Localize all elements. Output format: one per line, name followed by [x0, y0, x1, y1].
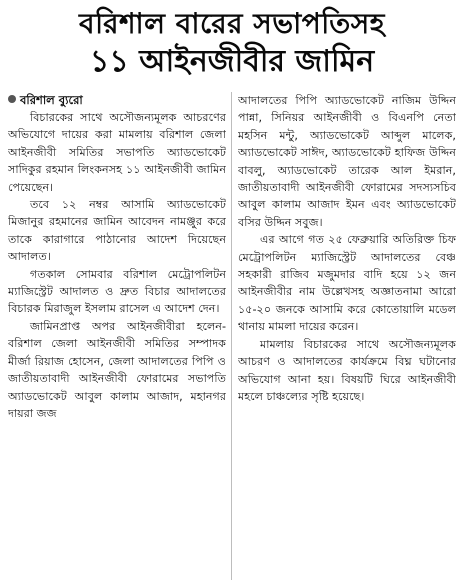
bullet-icon: [8, 95, 16, 103]
paragraph: জামিনপ্রাপ্ত অপর আইনজীবীরা হলেন- বরিশাল জেলা আইনজীবী সমিতির সম্পাদক মীর্জা রিয়াজ হোসেন, জেলা আদালতের পিপি ও জাতীয়তাবাদী আইনজীবী ফোরামের সভাপতি অ্যাডভোকেট আবুল কালাম আজাদ, মহানগর দায়রা জজ: [8, 319, 226, 420]
paragraph: তবে ১২ নম্বর আসামি অ্যাডভোকেট মিজানুর রহমানের জামিন আবেদন নামঞ্জুর করে তাকে কারাগারে পাঠানোর আদেশ দিয়েছেন আদালত।: [8, 198, 226, 264]
article-body: [8, 92, 456, 580]
paragraph: এর আগে গত ২৫ ফেব্রুয়ারি অতিরিক্ত চিফ মেট্রোপলিটন ম্যাজিস্ট্রেট আদালতের বেঞ্চ সহকারী রাজিব মজুমদার বাদি হয়ে ১২ জন আইনজীবীর নাম উল্লেখসহ অজ্ঞাতনামা আরো ১৫-২০ জনকে আসামি করে কোতোয়ালি মডেল থানায় মামলা দায়ের করেন।: [238, 233, 456, 334]
column-divider: [231, 92, 232, 580]
paragraph: আদালতের পিপি অ্যাডভোকেট নাজিম উদ্দিন পান্না, সিনিয়র আইনজীবী ও বিএনপি নেতা মহসিন মন্টু, অ্যাডভোকেট আব্দুল মালেক, অ্যাডভোকেট সাঈদ, অ্যাডভোকেট হাফিজ উদ্দিন বাবলু, অ্যাডভোকেট তারেক আল ইমরান, জাতীয়তাবাদী আইনজীবী ফোরামের সদস্যসচিব আবুল কালাম আজাদ ইমন এবং অ্যাডভোকেট বসির উদ্দিন সবুজ।: [238, 94, 456, 229]
right-column: [238, 92, 456, 580]
left-column: [8, 92, 226, 580]
headline-line-2: ১১ আইনজীবীর জামিন: [89, 44, 375, 79]
paragraph: বিচারকের সাথে অসৌজন্যমূলক আচরণের অভিযোগে দায়ের করা মামলায় বরিশাল জেলা আইনজীবী সমিতির সভাপতি অ্যাডভোকেট সাদিকুর রহমান লিংকনসহ ১১ আইনজীবী জামিন পেয়েছেন।: [8, 111, 226, 194]
headline-line-1: বরিশাল বারের সভাপতিসহ: [78, 7, 385, 40]
paragraph: মামলায় বিচারকের সাথে অসৌজন্যমূলক আচরণ ও আদালতের কার্যক্রমে বিঘ্ন ঘটানোর অভিযোগ আনা হয়। বিষয়টি ঘিরে আইনজীবী মহলে চাঞ্চল্যের সৃষ্টি হয়েছে।: [238, 337, 456, 403]
dateline-text: বরিশাল ব্যুরো: [20, 93, 83, 107]
dateline: [8, 92, 226, 109]
paragraph: গতকাল সোমবার বরিশাল মেট্রোপলিটন ম্যাজিস্ট্রেট আদালত ও দ্রুত বিচার আদালতের বিচারক মিরাজুল ইসলাম রাসেল এ আদেশ দেন।: [8, 267, 226, 316]
